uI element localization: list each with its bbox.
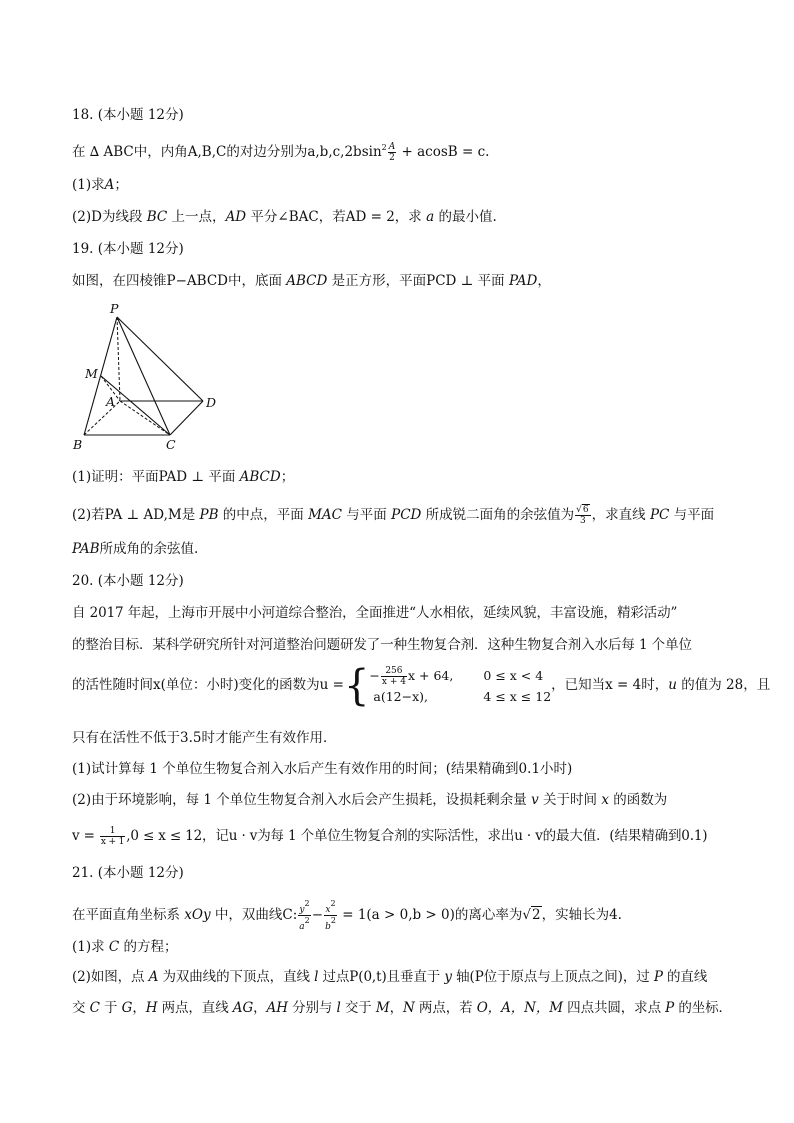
label-D: D <box>206 395 217 410</box>
q20-part1: (1)试计算每 1 个单位生物复合剂入水后产生有效作用的时间；(结果精确到0.1小时) <box>72 761 573 777</box>
q19-header: 19. (本小题 12分) <box>72 241 184 257</box>
q18-part1: (1)求A； <box>72 177 128 193</box>
q18-stem: 在 ∆ ABC中，内角A,B,C的对边分别为a,b,c,2bsin$^2$ $\frac{A}{2}$ + acosB = c. <box>72 142 490 163</box>
q18-part2: (2)D为线段 BC 上一点，AD 平分∠BAC，若AD = 2，求 a 的最小值. <box>72 209 497 225</box>
q20-line1: 自 2017 年起，上海市开展中小河道综合整治，全面推进“人水相依，延续风貌，丰富设施，精彩活动” <box>72 605 678 621</box>
q20-line4: 只有在活性不低于3.5时才能产生有效作用． <box>72 730 337 746</box>
q21-part1: (1)求 C 的方程； <box>72 939 178 955</box>
q20-part2-line2: v = $\frac{1}{x + 1}$ ,0 ≤ x ≤ 12，记u · v为每 1 个单位生物复合剂的实际活性，求出u · v的最大值．(结果精确到0.1) <box>72 826 708 847</box>
q19-part2-line2: PAB所成角的余弦值. <box>72 541 199 557</box>
q21-part2-line2: 交 C 于 G，H 两点，直线 AG，AH 分别与 l 交于 M，N 两点，若 O，A，N，M 四点共圆，求点 P 的坐标． <box>72 1000 732 1016</box>
label-M: M <box>85 366 98 381</box>
q18-header: 18. (本小题 12分) <box>72 107 184 123</box>
q21-stem: 在平面直角坐标系 xOy 中，双曲线C: $\frac{y2}{a2}$ − $\frac{x2}{b2}$ = 1(a > 0,b > 0)的离心率为√2，实轴长为4. <box>72 899 622 932</box>
label-B: B <box>73 437 83 452</box>
label-C: C <box>166 437 176 452</box>
label-A: A <box>106 394 116 409</box>
q18-stem-a: 在 ∆ ABC中，内角A,B,C的对边分别为a,b,c,2bsin <box>72 144 382 160</box>
q20-line2: 的整治目标．某科学研究所针对河道整治问题研发了一种生物复合剂．这种生物复合剂入水后每 1 个单位 <box>72 637 692 653</box>
q19-frac: $\frac{√6}{3}$ <box>576 505 589 526</box>
piecewise-cases: − $\frac{256}{x + 4}$ x + 64, 0 ≤ x < 4 a(12−x), 4 ≤ x ≤ 12 <box>369 665 552 704</box>
q19-part2: (2)若PA ⊥ AD,M是 PB 的中点，平面 MAC 与平面 PCD 所成锐二面角的余弦值为 $\frac{√6}{3}$ ，求直线 PC 与平面 <box>72 505 715 526</box>
q18-stem-b: + acosB = c. <box>397 144 490 160</box>
q21-part2: (2)如图，点 A 为双曲线的下顶点，直线 l 过点P(0,t)且垂直于 y 轴(P位于原点与上顶点之间)，过 P 的直线 <box>72 969 708 985</box>
q19-part1: (1)证明：平面PAD ⊥ 平面 ABCD； <box>72 469 295 485</box>
pyramid-figure <box>70 300 230 455</box>
q20-header: 20. (本小题 12分) <box>72 573 184 589</box>
q19-stem: 如图，在四棱锥P−ABCD中，底面 ABCD 是正方形，平面PCD ⊥ 平面 PAD， <box>72 273 551 289</box>
q18-frac: $\frac{A}{2}$ <box>388 142 396 163</box>
q20-part2: (2)由于环境影响，每 1 个单位生物复合剂入水后会产生损耗，设损耗剩余量 v 关于时间 x 的函数为 <box>72 792 668 808</box>
label-P: P <box>110 301 119 316</box>
q21-header: 21. (本小题 12分) <box>72 865 184 881</box>
q20-line3: 的活性随时间x(单位：小时)变化的函数为u ={ − $\frac{256}{x + 4}$ x + 64, 0 ≤ x < 4 a(12−x), 4 ≤ x ≤ 12 ，已知当x = 4时，u 的值为 28，且 <box>72 661 771 710</box>
